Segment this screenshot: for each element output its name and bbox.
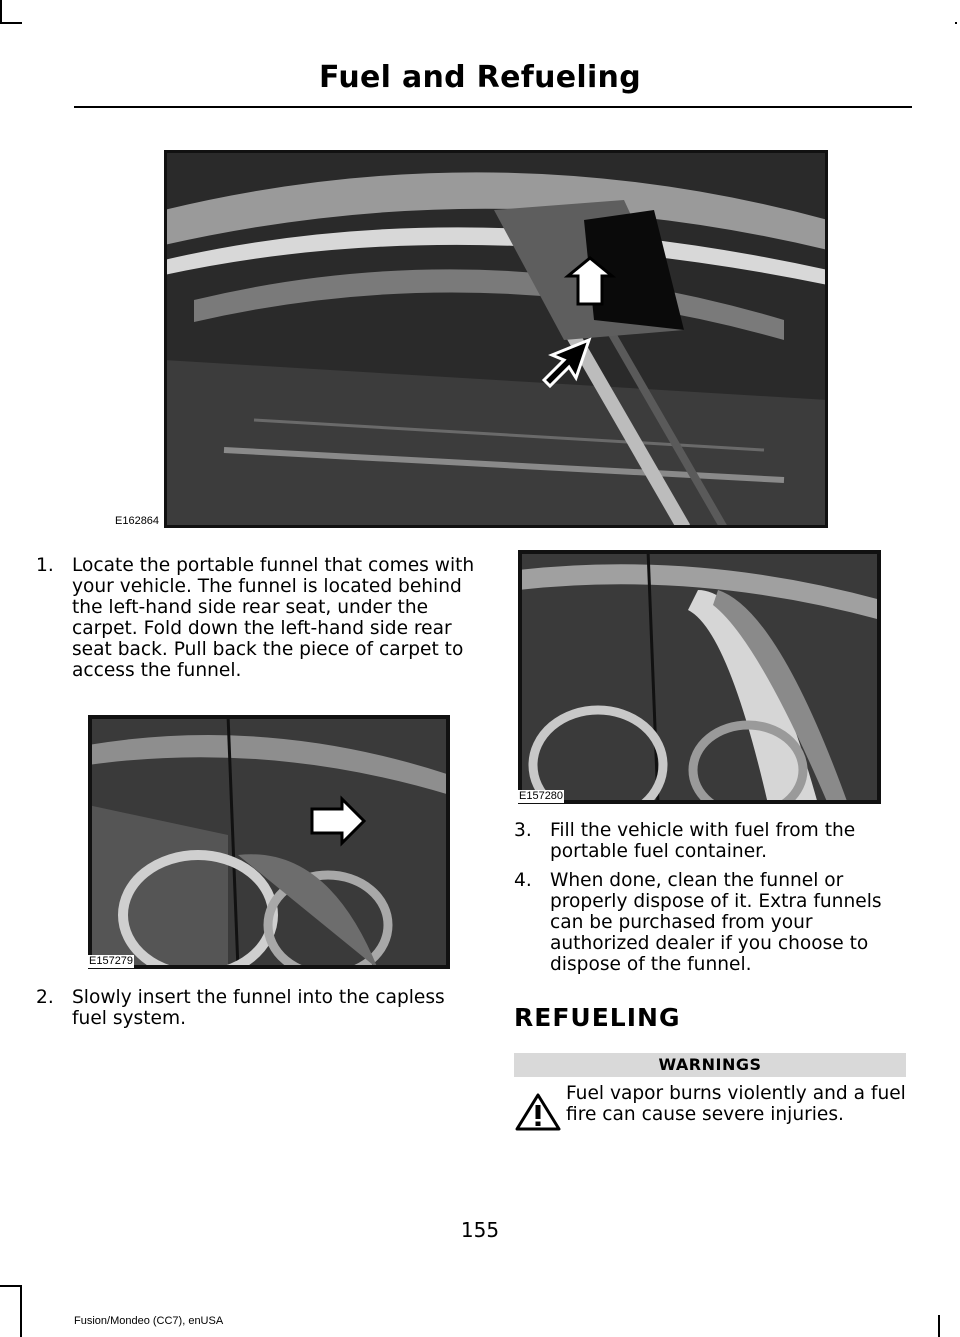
- figure-funnel-carpet: [88, 715, 450, 969]
- crop-mark-bottom-left-v: [20, 1287, 22, 1337]
- figure-code: E157279: [89, 955, 134, 967]
- step-text: Slowly insert the funnel into the capless fuel system.: [72, 987, 445, 1029]
- warning-text: Fuel vapor burns violently and a fuel fire can cause severe injuries.: [566, 1083, 906, 1125]
- figure-code: E162864: [115, 515, 160, 527]
- header-rule: [74, 106, 912, 108]
- crop-mark-bottom-right: [938, 1315, 940, 1337]
- step-text: When done, clean the funnel or properly dispose of it. Extra funnels can be purchased from your authorized dealer if you choose to dispose of the funnel.: [550, 870, 882, 975]
- illustration-fuel-system: [518, 550, 881, 804]
- page-title: Fuel and Refueling: [319, 60, 641, 95]
- crop-mark-bottom-left: [0, 1285, 22, 1287]
- footer-text: Fusion/Mondeo (CC7), enUSA: [74, 1315, 224, 1327]
- figure-funnel-location: [164, 150, 828, 528]
- step-text: Locate the portable funnel that comes with your vehicle. The funnel is located behind the left-hand side rear seat, under the carpet. Fold down the left-hand side rear seat back. Pull back the piece of carpet to access the funnel.: [72, 555, 475, 681]
- section-heading: REFUELING: [514, 1003, 681, 1032]
- crop-mark-top-left: [0, 0, 2, 22]
- step-number: 3.: [514, 820, 532, 841]
- crop-mark-top-left-h: [0, 22, 22, 24]
- step-1: [36, 555, 476, 681]
- step-2: [36, 987, 476, 1029]
- figure-funnel-insert: [518, 550, 881, 804]
- page-number: 155: [460, 1218, 500, 1242]
- warnings-label: WARNINGS: [514, 1053, 906, 1077]
- step-number: 2.: [36, 987, 54, 1008]
- step-4: [514, 870, 910, 975]
- crop-mark-right-dot: [955, 22, 957, 24]
- figure-code: E157280: [519, 790, 564, 802]
- step-text: Fill the vehicle with fuel from the portable fuel container.: [550, 820, 856, 862]
- warning-triangle-icon: [514, 1092, 562, 1132]
- step-number: 4.: [514, 870, 532, 891]
- illustration-rear-seat: [164, 150, 828, 528]
- step-3: [514, 820, 910, 862]
- step-number: 1.: [36, 555, 54, 576]
- illustration-carpet: [88, 715, 450, 969]
